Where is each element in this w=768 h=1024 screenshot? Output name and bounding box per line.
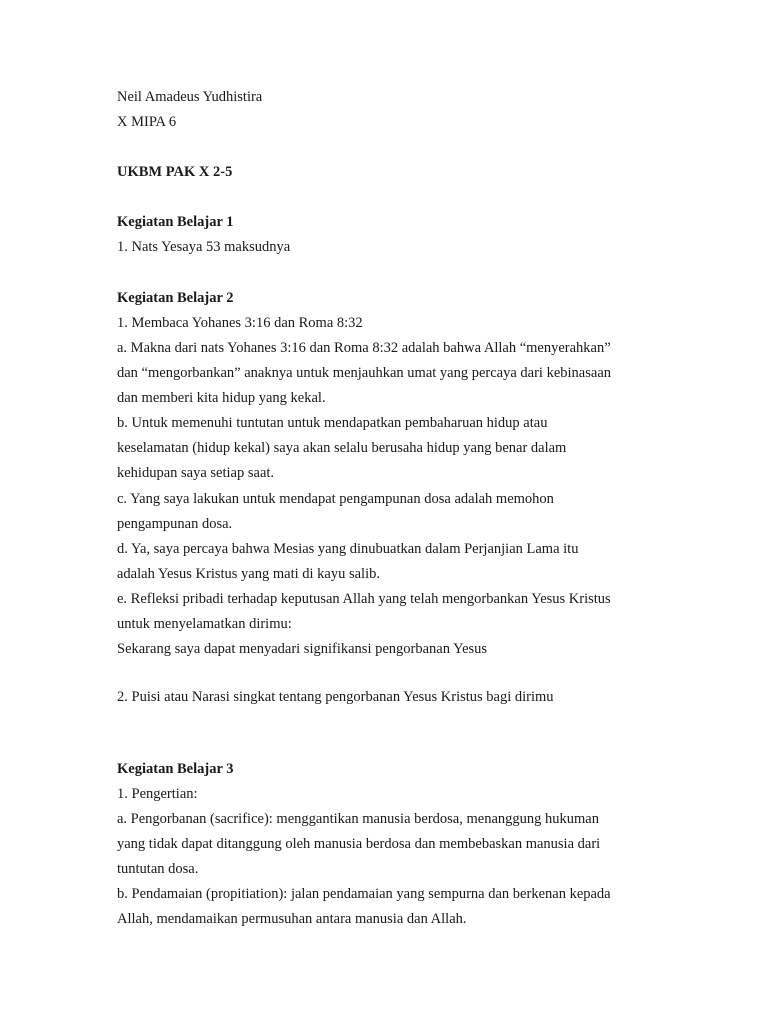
- kb3-item1: 1. Pengertian:: [117, 786, 198, 802]
- kb2-b-line3: kehidupan saya setiap saat.: [117, 465, 275, 481]
- kb2-c-line2: pengampunan dosa.: [117, 516, 233, 532]
- kb2-e-line1: e. Refleksi pribadi terhadap keputusan Allah yang telah mengorbankan Yesus Kristus: [117, 591, 611, 607]
- kb3-heading: Kegiatan Belajar 3: [117, 761, 234, 777]
- kb3-b-line1: b. Pendamaian (propitiation): jalan pendamaian yang sempurna dan berkenan kepada: [117, 886, 611, 902]
- kb2-b-line1: b. Untuk memenuhi tuntutan untuk mendapatkan pembaharuan hidup atau: [117, 415, 548, 431]
- kb3-a-line1: a. Pengorbanan (sacrifice): menggantikan manusia berdosa, menanggung hukuman: [117, 811, 599, 827]
- kb2-item2: 2. Puisi atau Narasi singkat tentang pengorbanan Yesus Kristus bagi dirimu: [117, 689, 554, 705]
- kb2-item1: 1. Membaca Yohanes 3:16 dan Roma 8:32: [117, 315, 363, 331]
- kb2-a-line1: a. Makna dari nats Yohanes 3:16 dan Roma 8:32 adalah bahwa Allah “menyerahkan”: [117, 340, 611, 356]
- kb2-a-line2: dan “mengorbankan” anaknya untuk menjauhkan umat yang percaya dari kebinasaan: [117, 365, 612, 381]
- kb3-b-line2: Allah, mendamaikan permusuhan antara manusia dan Allah.: [117, 911, 467, 927]
- document-title: UKBM PAK X 2-5: [117, 164, 233, 180]
- student-class: X MIPA 6: [117, 114, 177, 130]
- kb2-d-line2: adalah Yesus Kristus yang mati di kayu salib.: [117, 566, 380, 582]
- kb2-d-line1: d. Ya, saya percaya bahwa Mesias yang dinubuatkan dalam Perjanjian Lama itu: [117, 541, 579, 557]
- kb1-heading: Kegiatan Belajar 1: [117, 214, 234, 230]
- kb3-a-line3: tuntutan dosa.: [117, 861, 199, 877]
- kb2-e-line2: untuk menyelamatkan dirimu:: [117, 616, 292, 632]
- kb2-heading: Kegiatan Belajar 2: [117, 290, 234, 306]
- kb2-e-line3: Sekarang saya dapat menyadari signifikansi pengorbanan Yesus: [117, 641, 488, 657]
- kb1-item1: 1. Nats Yesaya 53 maksudnya: [117, 239, 291, 255]
- kb3-a-line2: yang tidak dapat ditanggung oleh manusia berdosa dan membebaskan manusia dari: [117, 836, 601, 852]
- kb2-a-line3: dan memberi kita hidup yang kekal.: [117, 390, 326, 406]
- kb2-b-line2: keselamatan (hidup kekal) saya akan selalu berusaha hidup yang benar dalam: [117, 440, 567, 456]
- kb2-c-line1: c. Yang saya lakukan untuk mendapat pengampunan dosa adalah memohon: [117, 491, 554, 507]
- student-name: Neil Amadeus Yudhistira: [117, 89, 263, 105]
